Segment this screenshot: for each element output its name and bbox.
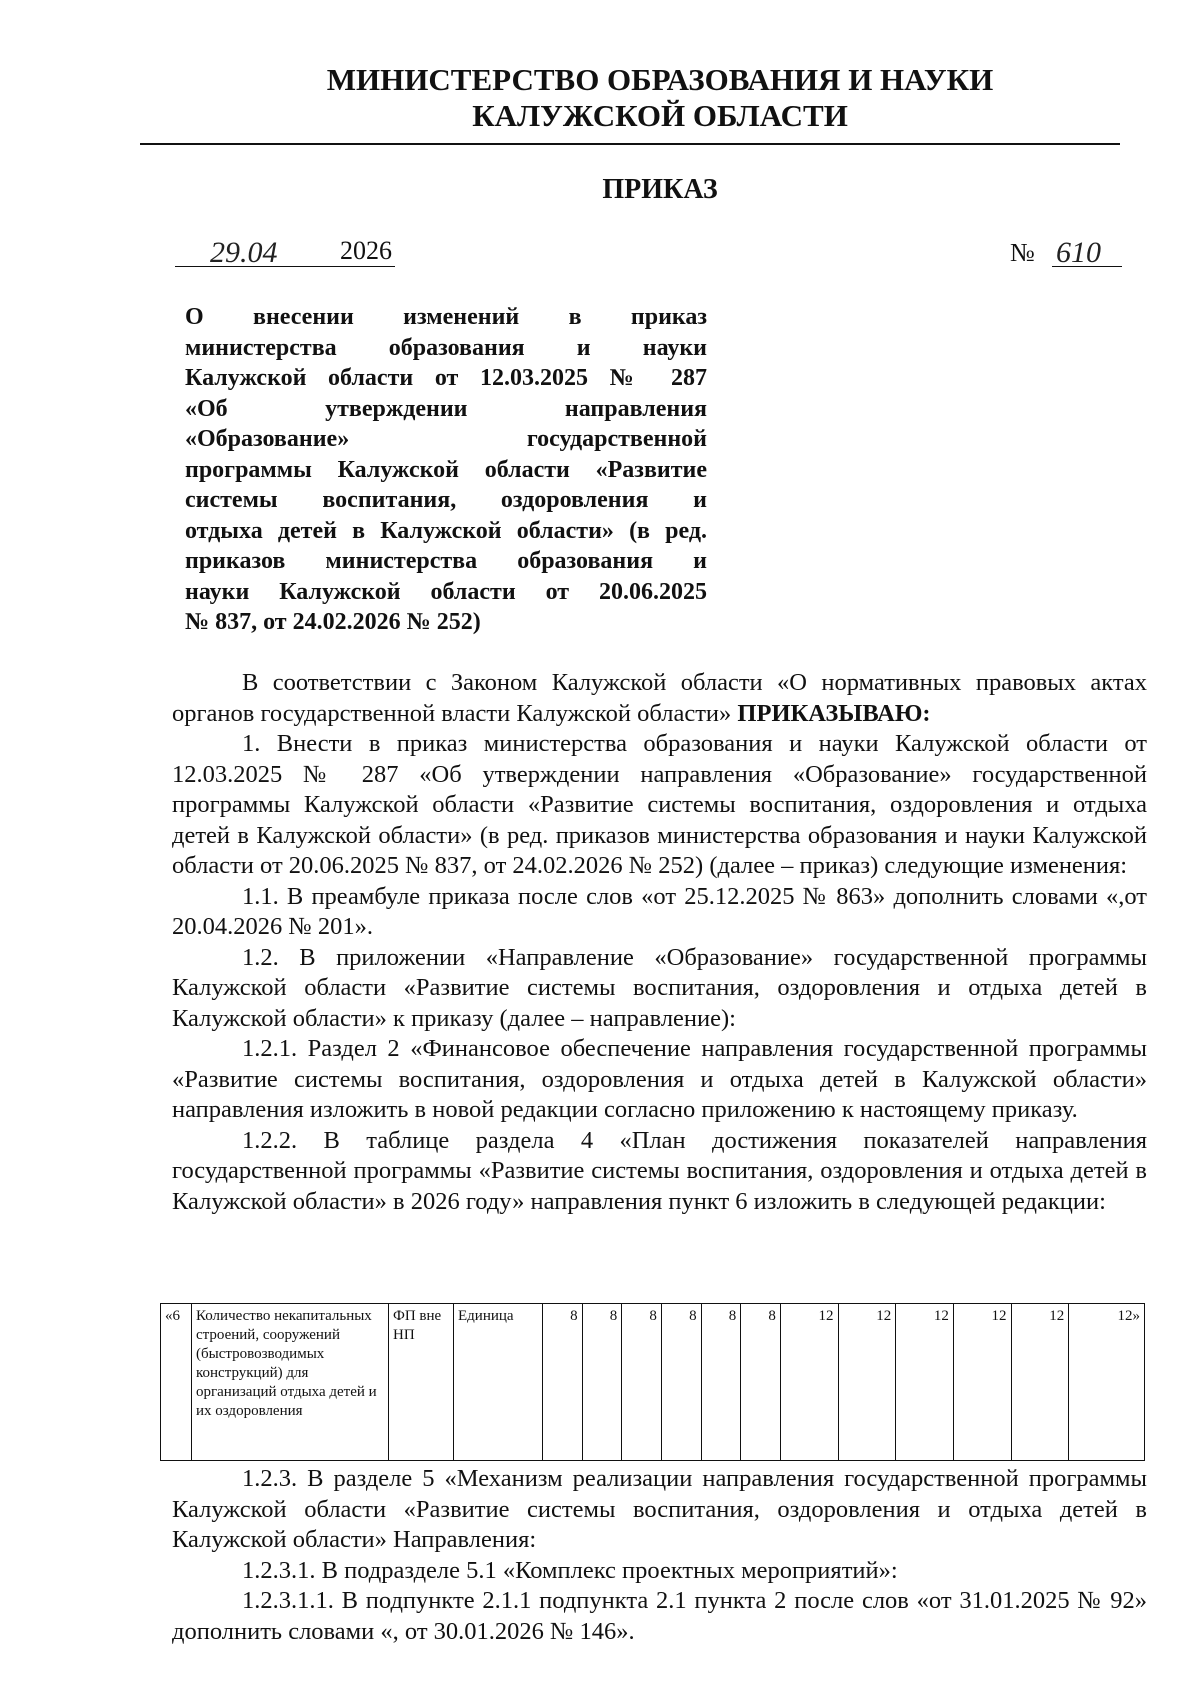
preamble-paragraph [172, 668, 1147, 729]
subject-line: отдыха детей в Калужской области» (в ред. [185, 517, 707, 544]
table-row [161, 1304, 1145, 1461]
subject-line: приказов министерства образования и [185, 548, 707, 574]
cell-indicator-name: Количество некапитальных строений, сооружений (быстровозводимых конструкций) для организаций отдыха детей и их оздоровления [192, 1304, 389, 1461]
cell-value: 8 [582, 1304, 622, 1461]
cell-unit: Единица [454, 1304, 543, 1461]
cell-value: 12 [896, 1304, 954, 1461]
paragraph-1-2-3: 1.2.3. В разделе 5 «Механизм реализации направления государственной программы Калужской области «Развитие системы воспитания, оздоровления и отдыха детей в Калужской области» Направления: [172, 1465, 1147, 1553]
order-body [172, 668, 1147, 1217]
cell-value: 8 [543, 1304, 583, 1461]
subject-line: Калужской области от 12.03.2025 № 287 [185, 365, 707, 391]
cell-value: 12 [838, 1304, 896, 1461]
paragraph-1: 1. Внести в приказ министерства образования и науки Калужской области от 12.03.2025 № 287 «Об утверждении направления «Образование» государственной программы Калужской области «Развитие системы воспитания, оздоровления и отдыха детей в Калужской области» (в ред. приказов министерства образования и науки Калужской области от 20.06.2025 № 837, от 24.02.2026 № 252) (далее – приказ) следующие изменения: [172, 730, 1147, 879]
subject-line: министерства образования и науки [185, 334, 707, 361]
subject-line: № 837, от 24.02.2026 № 252) [185, 609, 481, 635]
cell-row-number: «6 [161, 1304, 192, 1461]
cell-value: 12 [1011, 1304, 1069, 1461]
date-handwritten: 29.04 [210, 236, 278, 269]
header-rule [140, 143, 1120, 145]
indicator-table [160, 1303, 1145, 1461]
paragraph-1-1: 1.1. В преамбуле приказа после слов «от 25.12.2025 № 863» дополнить словами «,от 20.04.2026 № 201». [172, 882, 1147, 940]
paragraph-1-2-3-1-1: 1.2.3.1.1. В подпункте 2.1.1 подпункта 2.1 пункта 2 после слов «от 31.01.2025 № 92» дополнить словами «, от 30.01.2026 № 146». [172, 1587, 1147, 1645]
cell-value: 8 [701, 1304, 741, 1461]
subject-line: системы воспитания, оздоровления и [185, 487, 707, 513]
cell-value: 12» [1069, 1304, 1145, 1461]
number-handwritten: 610 [1056, 236, 1101, 269]
paragraph-1-2-2: 1.2.2. В таблице раздела 4 «План достижения показателей направления государственной программы «Развитие системы воспитания, оздоровления и отдыха детей в Калужской области» в 2026 году» направления пункт 6 изложить в следующей редакции: [172, 1126, 1147, 1215]
document-type: ПРИКАЗ [602, 174, 718, 205]
cell-value: 12 [953, 1304, 1011, 1461]
cell-value: 8 [661, 1304, 701, 1461]
paragraph-1-2: 1.2. В приложении «Направление «Образование» государственной программы Калужской области «Развитие системы воспитания, оздоровления и отдыха детей в Калужской области» к приказу (далее – направление): [172, 943, 1147, 1032]
ministry-line-2: КАЛУЖСКОЙ ОБЛАСТИ [472, 98, 848, 133]
subject-line: программы Калужской области «Развитие [185, 456, 707, 483]
number-label: № [1010, 238, 1035, 267]
subject-line: науки Калужской области от 20.06.2025 [185, 578, 707, 605]
paragraph-1-2-1: 1.2.1. Раздел 2 «Финансовое обеспечение направления государственной программы «Развитие системы воспитания, оздоровления и отдыха детей в Калужской области» направления изложить в новой редакции согласно приложению к настоящему приказу. [172, 1035, 1147, 1123]
date-year: 2026 [340, 236, 392, 265]
paragraph-1-2-3-1: 1.2.3.1. В подразделе 5.1 «Комплекс проектных мероприятий»: [242, 1556, 898, 1584]
order-directive: ПРИКАЗЫВАЮ: [737, 699, 931, 727]
preamble-text: В соответствии с Законом Калужской области «О нормативных правовых актах органов государственной власти Калужской области» [172, 669, 1147, 727]
ministry-header [140, 62, 1180, 134]
subject-line: «Образование» государственной [185, 426, 707, 452]
subject-line: О внесении изменений в приказ [185, 304, 707, 330]
cell-value: 12 [780, 1304, 838, 1461]
order-body-continued [172, 1464, 1147, 1647]
cell-type: ФП вне НП [389, 1304, 454, 1461]
ministry-line-1: МИНИСТЕРСТВО ОБРАЗОВАНИЯ И НАУКИ [326, 62, 994, 97]
order-subject [185, 302, 707, 638]
subject-line: «Об утверждении направления [185, 395, 707, 422]
cell-value: 8 [622, 1304, 662, 1461]
cell-value: 8 [741, 1304, 781, 1461]
